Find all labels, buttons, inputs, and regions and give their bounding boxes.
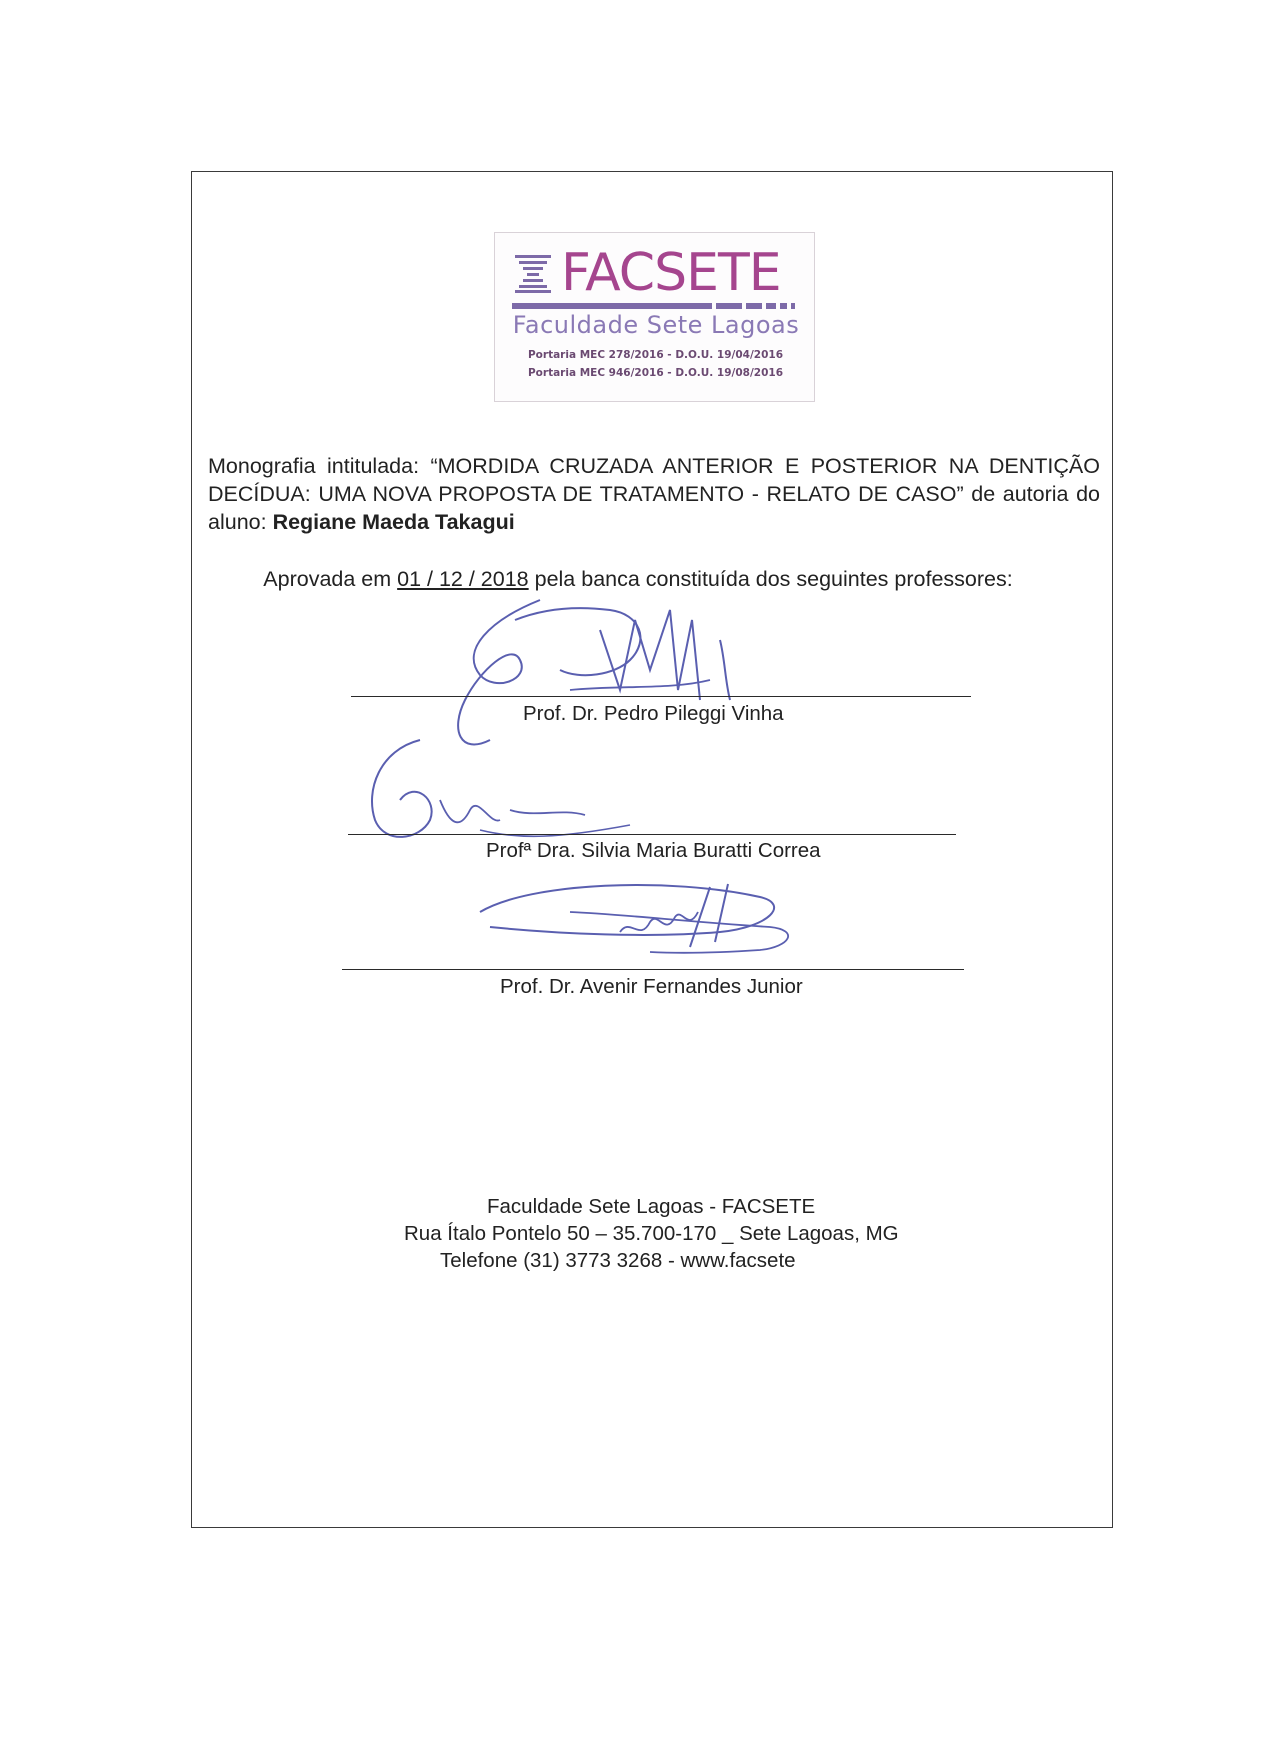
logo-brand: FACSETE: [561, 243, 781, 303]
approval-suffix: pela banca constituída dos seguintes professores:: [528, 567, 1013, 591]
monograph-author: Regiane Maeda Takagui: [272, 510, 515, 534]
approval-date: 01 / 12 / 2018: [397, 567, 529, 591]
logo-portaria-1: Portaria MEC 278/2016 - D.O.U. 19/04/2016: [527, 349, 783, 361]
monograph-description: [208, 452, 1100, 536]
logo-portaria-2: Portaria MEC 946/2016 - D.O.U. 19/08/2016: [527, 367, 783, 379]
committee-name-3: Prof. Dr. Avenir Fernandes Junior: [500, 975, 803, 998]
committee-name-2: Profª Dra. Silvia Maria Buratti Correa: [486, 839, 821, 862]
approval-prefix: Aprovada em: [263, 567, 398, 591]
facsete-logo: [494, 232, 815, 402]
footer-address: Rua Ítalo Pontelo 50 – 35.700-170 _ Sete Lagoas, MG: [404, 1222, 899, 1245]
signature-3: [470, 872, 820, 972]
footer-institution: Faculdade Sete Lagoas - FACSETE: [487, 1195, 816, 1218]
signature-line-3: [342, 969, 964, 970]
logo-subbrand: Faculdade Sete Lagoas: [512, 311, 800, 339]
logo-stripe: [512, 303, 799, 309]
signature-2: [360, 730, 660, 850]
signature-line-1: [351, 696, 971, 697]
facsete-emblem-icon: [513, 253, 553, 293]
committee-name-1: Prof. Dr. Pedro Pileggi Vinha: [523, 702, 784, 725]
signature-line-2: [348, 834, 956, 835]
footer-phone: Telefone (31) 3773 3268 - www.facsete: [440, 1249, 796, 1272]
monograph-intro: Monografia intitulada: “MORDIDA CRUZADA ANTERIOR E POSTERIOR NA DENTIÇÃO DECÍDUA: UMA NOVA PROPOSTA DE TRATAMENTO - RELATO DE CASO” de autoria do aluno:: [208, 454, 1100, 534]
